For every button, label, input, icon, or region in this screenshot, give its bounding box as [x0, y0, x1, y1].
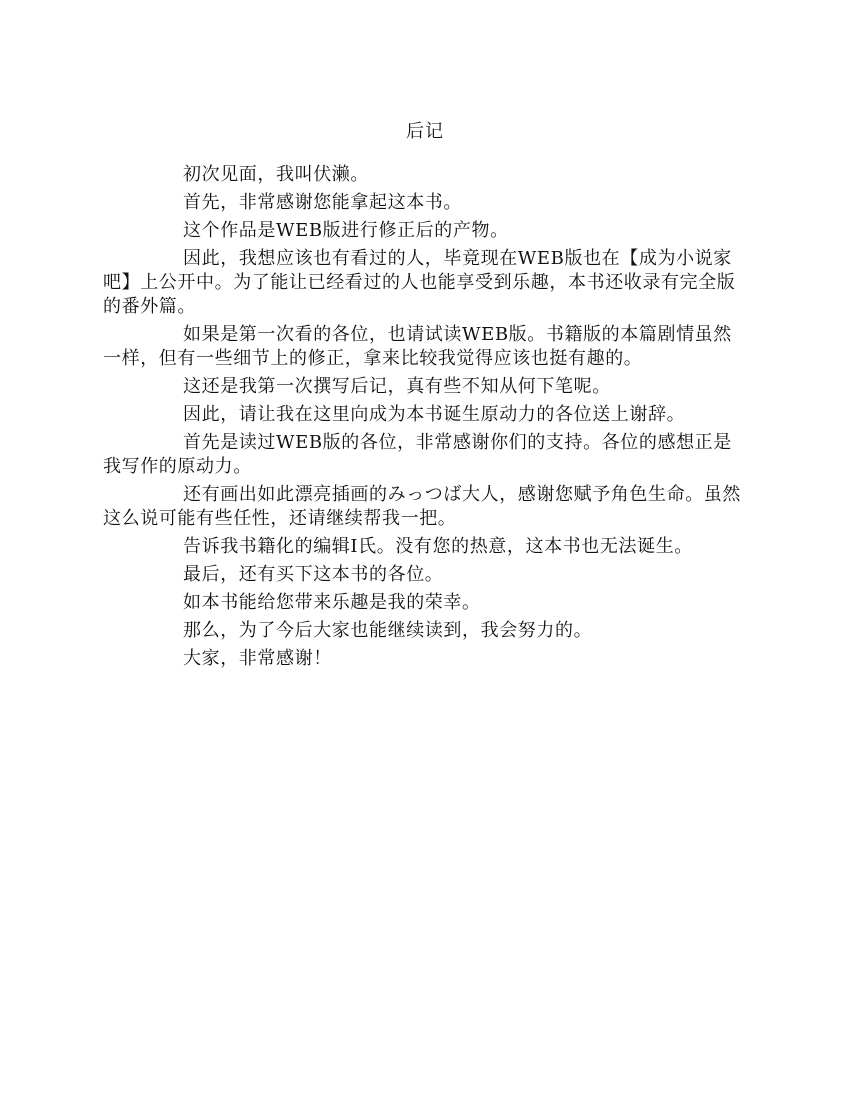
- paragraph-14: 大家，非常感谢！: [183, 648, 332, 669]
- paragraph-7: 因此，请让我在这里向成为本书诞生原动力的各位送上谢辞。: [183, 404, 686, 425]
- paragraph-5: 如果是第一次看的各位，也请试读WEB版。书籍版的本篇剧情虽然一样，但有一些细节上的修正，拿来比较我觉得应该也挺有趣的。: [103, 324, 732, 369]
- paragraph-13: 那么，为了今后大家也能继续读到，我会努力的。: [183, 620, 593, 641]
- paragraph-8: 首先是读过WEB版的各位，非常感谢你们的支持。各位的感想正是我写作的原动力。: [103, 432, 732, 477]
- paragraph-4: 因此，我想应该也有看过的人，毕竟现在WEB版也在【成为小说家吧】上公开中。为了能让已经看过的人也能享受到乐趣，本书还收录有完全版的番外篇。: [103, 248, 736, 317]
- page-title: 后记: [406, 121, 444, 142]
- paragraph-10: 告诉我书籍化的编辑I氏。没有您的热意，这本书也无法诞生。: [183, 536, 693, 557]
- paragraph-6: 这还是我第一次撰写后记，真有些不知从何下笔呢。: [183, 376, 611, 397]
- paragraph-12: 如本书能给您带来乐趣是我的荣幸。: [183, 592, 481, 613]
- paragraph-9: 还有画出如此漂亮插画的みっつば大人，感谢您赋予角色生命。虽然这么说可能有些任性，还请继续帮我一把。: [103, 484, 741, 529]
- paragraph-1: 初次见面，我叫伏濑。: [183, 164, 369, 185]
- paragraph-2: 首先，非常感谢您能拿起这本书。: [183, 192, 462, 213]
- paragraph-11: 最后，还有买下这本书的各位。: [183, 564, 444, 585]
- paragraph-3: 这个作品是WEB版进行修正后的产物。: [183, 220, 509, 241]
- document-body: [103, 163, 749, 675]
